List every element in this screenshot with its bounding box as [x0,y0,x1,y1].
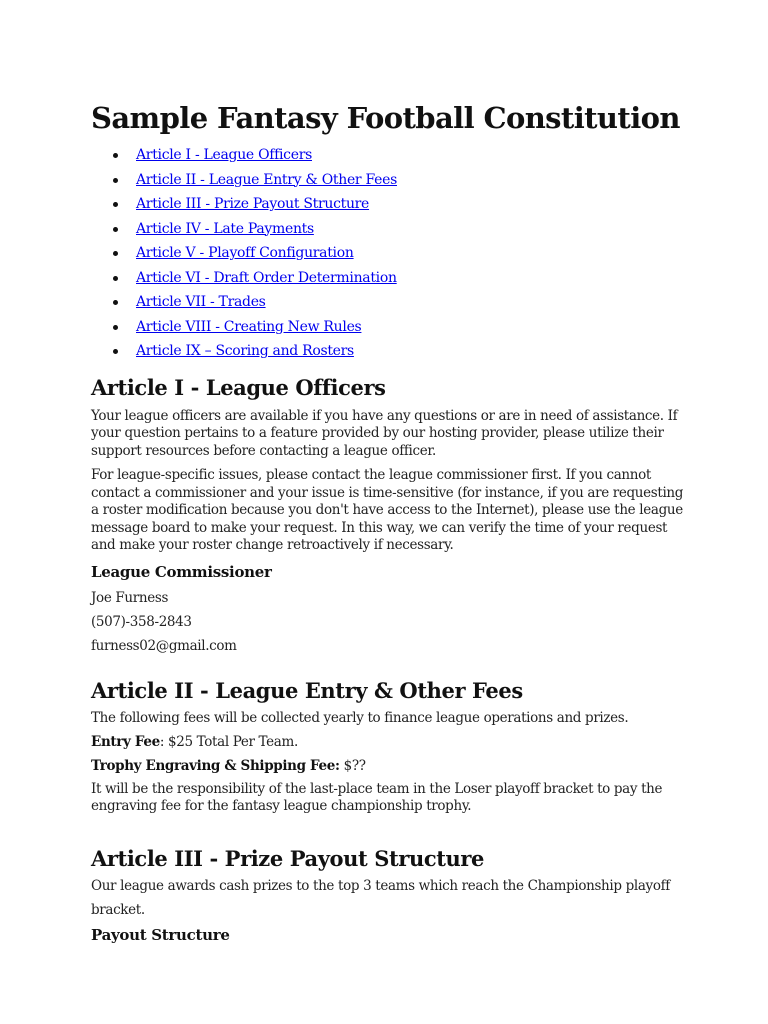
article-3-section [91,844,691,946]
engraving-fee-line [91,754,691,778]
toc-link-article-5[interactable]: Article V - Playoff Configuration [136,245,354,261]
commissioner-heading: League Commissioner [91,562,272,581]
article-1-paragraph-1: Your league officers are available if you have any questions or are in need of assistance. If your question pertains to a feature provided by our hosting provider, please utilize their support resources before contacting a league officer. [91,407,678,459]
article-1-section [91,373,691,658]
table-of-contents [91,144,691,365]
toc-item [91,242,691,267]
article-1-heading: Article I - League Officers [91,374,386,400]
toc-item [91,316,691,341]
toc-item [91,218,691,243]
toc-item [91,144,691,169]
article-2-intro: The following fees will be collected yearly to finance league operations and prizes. [91,709,629,726]
bullet-icon [113,202,118,207]
document-title: Sample Fantasy Football Constitution [91,101,680,135]
entry-fee-line [91,730,691,754]
article-3-heading: Article III - Prize Payout Structure [91,845,485,871]
toc-link-article-9[interactable]: Article IX – Scoring and Rosters [136,343,354,359]
bullet-icon [113,300,118,305]
toc-link-article-4[interactable]: Article IV - Late Payments [136,220,314,237]
toc-item [91,267,691,292]
article-3-intro: Our league awards cash prizes to the top 3 teams which reach the Championship playoff bracket. [91,877,670,918]
toc-link-article-1[interactable]: Article I - League Officers [136,147,312,163]
toc-link-article-2[interactable]: Article II - League Entry & Other Fees [136,171,397,188]
article-2-heading: Article II - League Entry & Other Fees [91,677,523,703]
commissioner-name: Joe Furness [91,589,169,606]
commissioner-email: furness02@gmail.com [91,637,237,654]
toc-link-article-8[interactable]: Article VIII - Creating New Rules [136,318,362,335]
bullet-icon [113,227,118,232]
bullet-icon [113,178,118,183]
commissioner-phone: (507)-358-2843 [91,613,192,630]
bullet-icon [113,251,118,256]
toc-item [91,169,691,194]
engraving-note: It will be the responsibility of the last-place team in the Loser playoff bracket to pay the engraving fee for the fantasy league championship trophy. [91,780,663,814]
article-2-section [91,676,691,816]
toc-link-article-3[interactable]: Article III - Prize Payout Structure [136,196,370,212]
document-content [91,98,691,946]
toc-item [91,340,691,365]
payout-structure-heading: Payout Structure [91,925,230,944]
entry-fee-value: : $25 Total Per Team. [159,733,298,750]
article-1-paragraph-2: For league-specific issues, please contact the league commissioner first. If you cannot contact a commissioner and your issue is time-sensitive (for instance, if you are requesting a roster modification because you don't have access to the Internet), please use the league message board to make your request. In this way, we can verify the time of your request and make your roster change retroactively if necessary. [91,467,684,553]
bullet-icon [113,153,118,158]
toc-item [91,291,691,316]
engraving-fee-label: Trophy Engraving & Shipping Fee: [91,757,340,774]
toc-link-article-6[interactable]: Article VI - Draft Order Determination [136,269,397,286]
engraving-fee-value: $?? [339,757,366,774]
bullet-icon [113,325,118,330]
toc-link-article-7[interactable]: Article VII - Trades [136,294,266,310]
entry-fee-label: Entry Fee [91,733,160,750]
bullet-icon [113,276,118,281]
toc-item [91,193,691,218]
bullet-icon [113,349,118,354]
